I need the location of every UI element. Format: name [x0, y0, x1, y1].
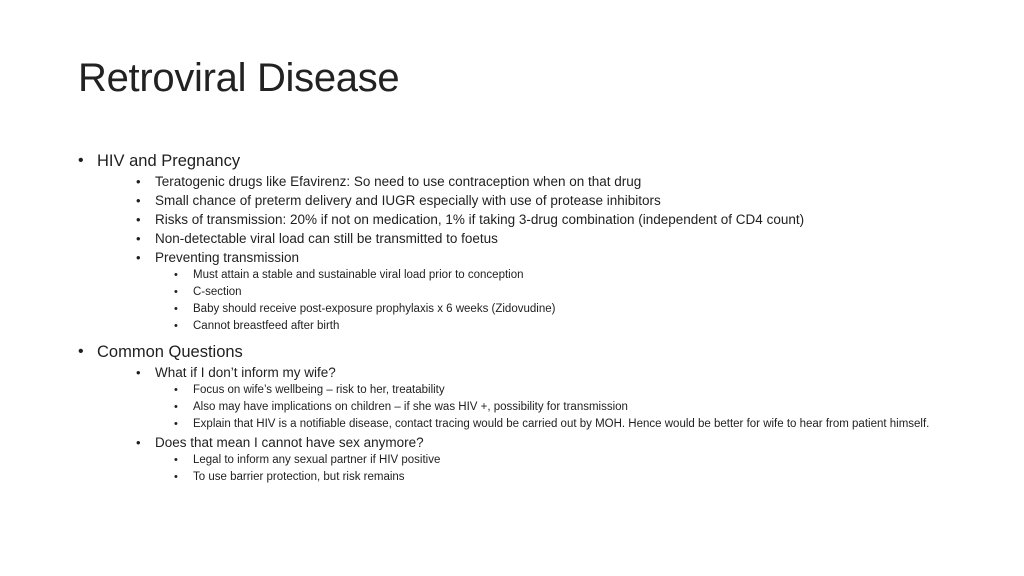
- list-item: [136, 191, 958, 210]
- bullet-icon: •: [136, 250, 141, 265]
- bullet-icon: •: [174, 384, 178, 396]
- list-item: [136, 248, 958, 335]
- sub-list-item: [174, 399, 958, 416]
- section-heading: HIV and Pregnancy: [97, 152, 241, 170]
- bullet-icon: •: [136, 231, 141, 246]
- sub-list: [136, 363, 958, 486]
- sub-list-item: [174, 469, 958, 486]
- bullet-icon: •: [174, 269, 178, 281]
- bullet-icon: •: [78, 152, 84, 169]
- list-item-text: Small chance of preterm delivery and IUGR especially with use of protease inhibitors: [155, 193, 661, 208]
- sub-list-item: [174, 416, 958, 433]
- sub-sub-list: [174, 452, 958, 486]
- sub-list-item: [174, 284, 958, 301]
- sub-list-item-text: Also may have implications on children – if she was HIV +, possibility for transmission: [193, 401, 628, 413]
- slide-title: Retroviral Disease: [78, 56, 400, 100]
- list-item: [136, 433, 958, 486]
- list-item-text: Non-detectable viral load can still be transmitted to foetus: [155, 231, 498, 246]
- sub-list-item: [174, 267, 958, 284]
- sub-list: [136, 172, 958, 335]
- sub-list-item-text: To use barrier protection, but risk remains: [193, 471, 405, 483]
- list-item-text: Risks of transmission: 20% if not on medication, 1% if taking 3-drug combination (independent of CD4 count): [155, 212, 805, 227]
- bullet-icon: •: [136, 174, 141, 189]
- sub-list-item-text: Legal to inform any sexual partner if HIV positive: [193, 454, 441, 466]
- sub-list-item: [174, 382, 958, 399]
- bullet-icon: •: [136, 365, 141, 380]
- sub-sub-list: [174, 267, 958, 335]
- bullet-icon: •: [174, 454, 178, 466]
- bullet-icon: •: [136, 435, 141, 450]
- bullet-icon: •: [174, 303, 178, 315]
- sub-list-item-text: Explain that HIV is a notifiable disease, contact tracing would be carried out by MOH. Hence would be better for wife to hear from patient himself.: [193, 418, 930, 430]
- bullet-icon: •: [136, 212, 141, 227]
- sub-sub-list: [174, 382, 958, 433]
- section-heading: Common Questions: [97, 343, 243, 361]
- list-item-text: Teratogenic drugs like Efavirenz: So need to use contraception when on that drug: [155, 174, 642, 189]
- sub-list-item-text: Focus on wife’s wellbeing – risk to her, treatability: [193, 384, 445, 396]
- sub-list-item-text: Must attain a stable and sustainable viral load prior to conception: [193, 269, 524, 281]
- sub-list-item: [174, 318, 958, 335]
- bullet-icon: •: [174, 320, 178, 332]
- list-item-text: Preventing transmission: [155, 250, 300, 265]
- list-item: [136, 229, 958, 248]
- bullet-list: [78, 150, 958, 486]
- list-item-text: What if I don’t inform my wife?: [155, 365, 336, 380]
- list-item: [136, 210, 958, 229]
- list-item: [136, 172, 958, 191]
- sub-list-item: [174, 452, 958, 469]
- section-item: [78, 341, 958, 486]
- section-item: [78, 150, 958, 335]
- sub-list-item: [174, 301, 958, 318]
- bullet-icon: •: [78, 343, 84, 360]
- bullet-icon: •: [174, 286, 178, 298]
- bullet-icon: •: [136, 193, 141, 208]
- sub-list-item-text: Cannot breastfeed after birth: [193, 320, 340, 332]
- sub-list-item-text: C-section: [193, 286, 242, 298]
- sub-list-item-text: Baby should receive post-exposure prophylaxis x 6 weeks (Zidovudine): [193, 303, 556, 315]
- bullet-icon: •: [174, 471, 178, 483]
- bullet-icon: •: [174, 418, 178, 430]
- bullet-icon: •: [174, 401, 178, 413]
- list-item-text: Does that mean I cannot have sex anymore?: [155, 435, 424, 450]
- list-item: [136, 363, 958, 433]
